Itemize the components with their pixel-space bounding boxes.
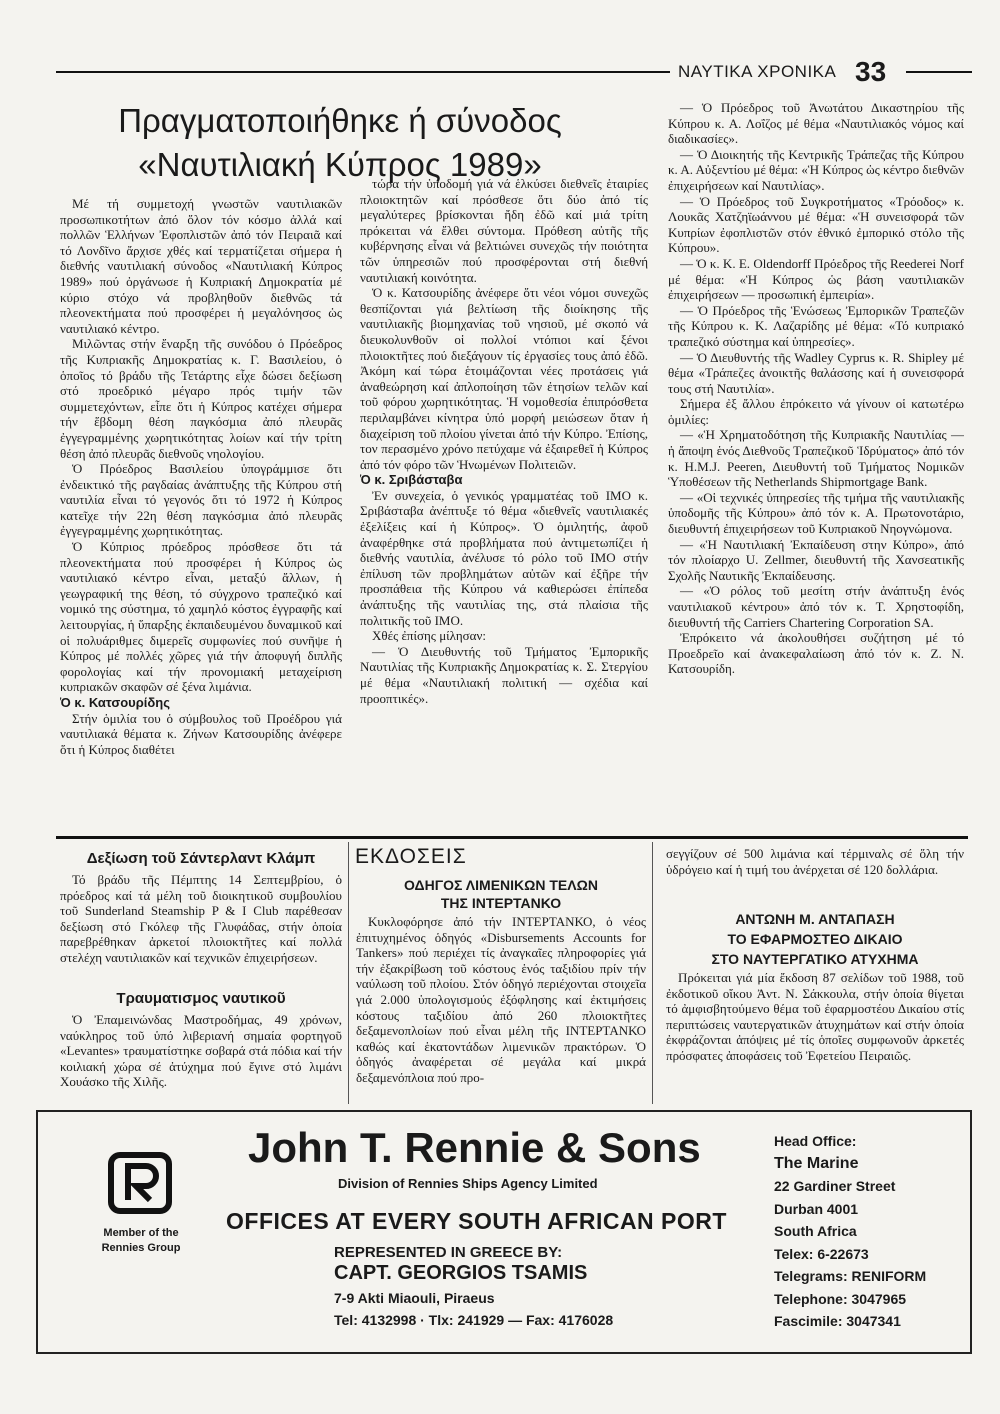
paragraph: — «Ἡ Ναυτιλιακή Ἐκπαίδευση στην Κύπρο», ἀπό τόν πλοίαρχο U. Zellmer, διευθυντή τῆς Χανσεατικῆς Σχολῆς Ναυτικῆς Ἐκπαίδευσης. bbox=[668, 536, 964, 583]
book-author: ΑΝΤΩΝΗ Μ. ΑΝΤΑΠΑΣΗ bbox=[735, 911, 895, 927]
publications-heading: ΕΚΔΟΣΕΙΣ bbox=[355, 845, 467, 868]
head-office-name: The Marine bbox=[774, 1154, 859, 1172]
paragraph: — «Ἡ Χρηματοδότηση τῆς Κυπριακῆς Ναυτιλίας — ἡ ἄποψη ἑνός Διεθνοῦς Τραπεζικοῦ Ἱδρύματος» ἀπό τόν κ. H.M.J. Peeren, Διευθυντή τοῦ Τμήματος Νομικῶν Ὑποθέσεων τῆς Netherlands Shipmortgage Bank. bbox=[668, 427, 964, 490]
header-rule-left bbox=[56, 71, 670, 73]
paragraph: Χθές ἐπίσης μίλησαν: bbox=[372, 628, 486, 644]
book-text bbox=[666, 970, 964, 1104]
subheading: Ὁ κ. Κατσουρίδης bbox=[60, 695, 170, 710]
paragraph: τώρα τήν ὑποδομή γιά νά ἑλκύσει διεθνεῖς ἑταιρίες πλοιοκτητῶν καί πρόσθεσε ὅτι δύο ἀπό τίς μεγαλύτερες βρίσκονται ἤδη ἐδῶ καί μιά τρίτη πρόκειται νά ἔλθει σύντομα. Πρόθεση αὐτῆς τῆς κυβέρνησης εἶναι νά βελτιώνει συνεχῶς τήν ποιότητα τῶν ὑπηρεσιῶν πού προσφέρονται στή διεθνή ναυτιλιακή κοινότητα. bbox=[360, 176, 648, 285]
head-office-country: South Africa bbox=[774, 1223, 857, 1239]
member-line1: Member of the bbox=[103, 1227, 179, 1239]
rennie-advertisement bbox=[36, 1110, 972, 1354]
paragraph: Πρόκειται γιά μία ἔκδοση 87 σελίδων τοῦ 1988, τοῦ ἐκδοτικοῦ οἴκου Ἀντ. Ν. Σάκκουλα, στήν ὁποία θίγεται τό ἀμφισβητούμενο θέμα τοῦ ἐφαρμοστέου Δικαίου στίς περιπτώσεις ναυτεργατικῶν ἀτυχημάτων καί στήν ὁποία ἐκφράζονται ἀπόψεις μέ τίς ὁποῖες συμφωνοῦν ἀρκετές πρόσφατες ἀποφάσεις τοῦ Ἐφετείου Πειραιῶς. bbox=[666, 970, 964, 1063]
column-divider bbox=[652, 842, 653, 1104]
agent-contacts: Tel: 4132998 · Tlx: 241929 — Fax: 4176028 bbox=[334, 1312, 614, 1328]
section-title: ΝΑΥΤΙΚΑ ΧΡΟΝΙΚΑ bbox=[678, 62, 837, 81]
paragraph: — «Ὁ ρόλος τοῦ μεσίτη στήν ἀνάπτυξη ἑνός ναυτιλιακοῦ κέντρου» ἀπό τόν κ. Τ. Χρηστοφίδη, διευθυντή τῆς Carriers Chartering Corporation SA. bbox=[668, 583, 964, 630]
injury-text bbox=[60, 1012, 342, 1106]
telex-line: Telex: 6-22673 bbox=[774, 1245, 869, 1262]
head-office-street: 22 Gardiner Street bbox=[774, 1178, 896, 1194]
paragraph: σεγγίζουν σέ 500 λιμάνια καί τέρμιναλς σέ ὅλη τήν ὑδρόγειο καί ἡ τιμή του ἀνέρχεται σέ 120 δολλάρια. bbox=[666, 846, 964, 877]
book-title-line2: ΣΤΟ ΝΑΥΤΕΡΓΑΤΙΚΟ ΑΤΥΧΗΜΑ bbox=[711, 951, 919, 967]
subheading: Ὁ κ. Σριβάσταβα bbox=[360, 472, 463, 488]
paragraph: Ὁ Πρόεδρος Βασιλείου ὑπογράμμισε ὅτι ἐνδεικτικό τῆς ραγδαίας ἀνάπτυξης τῆς Κύπρου στή ναυτιλία εἶναι τό γεγονός ὅτι τό 1972 ἡ Κύπρος κατεῖχε τήν 22η θέση παγκόσμια ἀπό πλευρᾶς ἐγγεγραμμένης χωρητικότητας. bbox=[60, 461, 342, 539]
paragraph: Ὁ κ. Κατσουρίδης ἀνέφερε ὅτι νέοι νόμοι συνεχῶς θεσπίζονται γιά βελτίωση τῆς διοίκησης τῆς ναυτιλιακῆς βιομηχανίας τοῦ νησιοῦ, μέ σκοπό νά διευκολυνθοῦν οἱ πολλοί ντόπιοι καί ξένοι πλοιοκτῆτες πού διεξάγουν τίς ἐργασίες τους ἀπό ἐδῶ. Ἀκόμη καί τώρα ἑτοιμάζονται νέες προτάσεις γιά ἀναθεώρηση καί ἀπλοποίηση τῶν ἐτησίων τελῶν καί τοῦ φόρου χωρητικότητας. Ἡ νομοθεσία ἐπιπρόσθετα περιλαμβάνει κίνητρα ὑπό μορφή μειώσεων ὅταν ἡ διαχείριση τοῦ πλοίου γίνεται ἀπό τήν Κύπρο. Ἐπίσης, τον περασμένο χρόνο πετύχαμε νά ἐξαιρεθεῖ ἡ Κύπρος ἀπό τόν φόρο τῶν Ἡνωμένων Πολιτειῶν. bbox=[360, 285, 648, 472]
member-line2: Rennies Group bbox=[101, 1242, 181, 1254]
article-column-2 bbox=[360, 176, 648, 828]
represented-line: REPRESENTED IN GREECE BY: bbox=[334, 1244, 563, 1261]
header-rule-right bbox=[906, 71, 972, 73]
paragraph: Μιλῶντας στήν ἔναρξη τῆς συνόδου ὁ Πρόεδρος τῆς Κυπριακῆς Δημοκρατίας κ. Γ. Βασιλείου, ὁ ὁποῖος τό βράδυ τῆς Τετάρτης εἶχε δώσει δεξίωση στό προεδρικό μέγαρο πρός τιμήν τῶν συμμετεχόντων, εἶπε ὅτι ἡ Κύπρος κατέχει σήμερα τήν ἕβδομη θέση παγκόσμια ἀπό πλευρᾶς ἐγγεγραμμένης χωρητικότητας λοίων καί τήν τρίτη θέση ἀπό πλευρᾶς διεθνοῦς νηολογίου. bbox=[60, 336, 342, 461]
telegrams-line: Telegrams: RENIFORM bbox=[774, 1268, 927, 1284]
page-number: 33 bbox=[855, 56, 887, 87]
paragraph: — Ὁ κ. Κ. Ε. Oldendorff Πρόεδρος τῆς Reederei Norf μέ θέμα: «Ἡ Κύπρος ὡς βάση ναυτιλιακῶν ἐπιχειρήσεων — προσωπική ἐμπειρία». bbox=[668, 255, 964, 303]
paragraph: Κυκλοφόρησε ἀπό τήν ΙΝΤΕΡΤΑΝΚΟ, ὁ νέος ἐπιτυχημένος ὁδηγός «Disbursements Accounts for Tankers» πού περιέχει τίς ἀναγκαῖες πληροφορίες γιά τήν ἐξακρίβωση τοῦ κόστους ἑνός ταξιδίου πρίν τήν ναύλωση τοῦ πλοίου. Στόν ὁδηγό περιέχονται στοιχεῖα γιά 2.000 ὑπολογισμούς ἐξόφλησης καί ἐκτιμήσεις κόστους ταξιδίου ἀπό 260 πλοιοκτῆτες δεξαμενοπλοίων πού εἶναι μέλη τῆς ΙΝΤΕΡΤΑΝΚΟ καθώς καί ἑκατοντάδων λιμενικῶν πρακτόρων. Ὁ ὁδηγός ἀναφέρεται σέ μεγάλα καί μικρά δεξαμενόπλοια πού προ- bbox=[356, 914, 646, 1085]
reception-heading: Δεξίωση τοῦ Σάντερλαντ Κλάμπ bbox=[86, 850, 316, 867]
guide-title-line2: ΤΗΣ ΙΝΤΕΡΤΑΝΚΟ bbox=[440, 895, 562, 911]
article-column-1 bbox=[60, 196, 342, 828]
article-title-line2: «Ναυτιλιακή Κύπρος 1989» bbox=[138, 146, 542, 183]
paragraph: — Ὁ Πρόεδρος τοῦ Ἀνωτάτου Δικαστηρίου τῆς Κύπρου κ. Α. Λοΐζος μέ θέμα «Ναυτιλιακός νόμος καί διαδικασίες». bbox=[668, 100, 964, 147]
paragraph: Ὁ Κύπριος πρόεδρος πρόσθεσε ὅτι τά πλεονεκτήματα πού προσφέρει ἡ Κύπρος ὡς ναυτιλιακό κέντρο εἶναι, μεταξύ ἄλλων, ἡ γεωγραφική της θέση, τό σύγχρονο τραπεζικό καί νομικό της σύστημα, τό χαμηλό κόστος ἐγγραφῆς καί λειτουργίας, ἡ ὕπαρξης ἐκπαιδευμένου δυναμικοῦ καί οἱ πολυάριθμες διμερεῖς συμφωνίες πού συνῆψε ἡ Κύπρος μέ πολλές χῶρες γιά τήν ἀποφυγή διπλῆς φορολογίας καί τήν προνομιακή μεταχείριση κυπριακῶν σκαφῶν σέ ξένα λιμάνια. bbox=[60, 539, 342, 695]
paragraph: Στήν ὁμιλία του ὁ σύμβουλος τοῦ Προέδρου γιά ναυτιλιακά θέματα κ. Ζήνων Κατσουρίδης ἀνέφερε ὅτι ἡ Κύπρος διαθέτει bbox=[60, 710, 342, 757]
company-division: Division of Rennies Ships Agency Limited bbox=[338, 1176, 598, 1191]
paragraph: Τό βράδυ τῆς Πέμπτης 14 Σεπτεμβρίου, ὁ πρόεδρος καί τά μέλη τοῦ διοικητικοῦ συμβουλίου τοῦ Sunderland Steamship P & I Club παρέθεσαν δεξίωση στό Γκόλεφ τῆς Γλυφάδας, στήν ὁποία παρεβρέθηκαν ἀρκετοί πλοιοκτῆτες καί πολλά στελέχη ναυτιλιακῶν καί τεχνικῶν ἐπιχειρήσεων. bbox=[60, 872, 342, 965]
guide-title-line1: ΟΔΗΓΟΣ ΛΙΜΕΝΙΚΩΝ ΤΕΛΩΝ bbox=[404, 877, 598, 893]
column-divider bbox=[348, 842, 349, 1104]
paragraph: Ὁ Ἐπαμεινώνδας Μαστροδήμας, 49 χρόνων, ναύκληρος τοῦ ὑπό λιβεριανή σημαία φορτηγοῦ «Levantes» τραυματίστηκε σοβαρά στά πόδια καί τήν κοιλιακή χώρα σέ ἀτύχημα πού ἔγινε στό λιμάνι Χουάσκο τῆς Χιλῆς. bbox=[60, 1012, 342, 1090]
paragraph: — Ὁ Πρόεδρος τῆς Ἑνώσεως Ἐμπορικῶν Τραπεζῶν τῆς Κύπρου κ. Κ. Λαζαρίδης μέ θέμα: «Τό κυπριακό τραπεζικό σύστημα καί ὑπηρεσίες». bbox=[668, 302, 964, 349]
agent-address: 7-9 Akti Miaouli, Piraeus bbox=[334, 1290, 495, 1306]
injury-heading: Τραυματισμος ναυτικοῦ bbox=[116, 990, 286, 1007]
paragraph: Σήμερα ἐξ ἄλλου ἐπρόκειτο νά γίνουν οἱ κατωτέρω ὁμιλίες: bbox=[668, 396, 964, 427]
head-office-block bbox=[774, 1130, 926, 1333]
paragraph: Ἐν συνεχεία, ὁ γενικός γραμματέας τοῦ IMO κ. Σριβάσταβα ἀνέπτυξε τό θέμα «διεθνεῖς ναυτιλιακές ἐξελίξεις καί ἡ Κύπρος». Ὁ ὁμιλητής, ἀφοῦ ἀναφέρθηκε στά προβλήματα πού ἀντιμετωπίζει ἡ διεθνής ναυτιλία, ἀνέλυσε τό ρόλο τοῦ IMO στήν ἐπίλυση τῶν προβλημάτων αὐτῶν καί ἐξῆρε τήν προσπάθεια τῆς Κύπρου νά καθιερώσει ἐπίπεδα ἀνάπτυξης τῆς ναυτιλίας της, στά πλαίσια τῆς πολιτικῆς τοῦ IMO. bbox=[360, 487, 648, 628]
section-divider bbox=[56, 836, 968, 839]
paragraph: Ἐπρόκειτο νά ἀκολουθήσει συζήτηση μέ τό Προεδρεῖο καί ἀνακεφαλαίωση ἀπό τόν κ. Ζ. Ν. Κατσουρίδη. bbox=[668, 630, 964, 677]
guide-continuation bbox=[666, 846, 964, 896]
article-title-line1: Πραγματοποιήθηκε ή σύνοδος bbox=[118, 102, 562, 139]
agent-name: CAPT. GEORGIOS TSAMIS bbox=[334, 1262, 588, 1284]
rennies-logo-icon bbox=[108, 1152, 172, 1214]
telephone-line: Telephone: 3047965 bbox=[774, 1290, 907, 1307]
paragraph: Μέ τή συμμετοχή γνωστῶν ναυτιλιακῶν προσωπικοτήτων ἀπό ὅλον τόν κόσμο ἀλλά καί πολλῶν Ἑλλήνων Ἐφοπλιστῶν ἀπό τόν Πειραιᾶ καί τό Λονδῖνο ἄρχισε χθές καί τερματίζεται σήμερα ἡ διεθνής ναυτιλιακή σύνοδος «Ναυτιλιακή Κύπρος 1989» πού ὀργάνωσε ἡ Κυπριακή Δημοκρατία μέ κύριο στόχο νά προβληθοῦν διεθνῶς τά πλεονεκτήματα πού προσφέρει ἡ μεγαλόνησος ὡς ναυτιλιακό κέντρο. bbox=[60, 196, 342, 336]
head-office-city: Durban 4001 bbox=[774, 1200, 859, 1217]
paragraph: — Ὁ Πρόεδρος τοῦ Συγκροτήματος «Τρόοδος» κ. Λουκᾶς Χατζηϊωάννου μέ θέμα: «Ἡ συνεισφορά τῶν Κυπρίων ἐφοπλιστῶν στόν ἐθνικό ἐμπορικό στόλο τῆς Κύπρου». bbox=[668, 193, 964, 256]
company-name: John T. Rennie & Sons bbox=[248, 1124, 701, 1171]
book-title-line1: ΤΟ ΕΦΑΡΜΟΣΤΕΟ ΔΙΚΑΙΟ bbox=[727, 931, 903, 947]
fax-line: Fascimile: 3047341 bbox=[774, 1313, 901, 1329]
reception-text bbox=[60, 872, 342, 984]
guide-text bbox=[356, 914, 646, 1106]
paragraph: — Ὁ Διευθυντής τῆς Wadley Cyprus κ. R. Shipley μέ θέμα «Τράπεζες ἀνοικτῆς θαλάσσης καί ἡ συνεισφορά τους στή Ναυτιλία». bbox=[668, 349, 964, 396]
head-office-label: Head Office: bbox=[774, 1133, 857, 1149]
member-note bbox=[86, 1226, 196, 1256]
paragraph: — Ὁ Διευθυντής τοῦ Τμήματος Ἐμπορικῆς Ναυτιλίας τῆς Κυπριακῆς Δημοκρατίας κ. Σ. Στεργίου μέ θέμα «Ναυτιλιακή πολιτική — σχέδια καί προοπτικές». bbox=[360, 643, 648, 706]
article-column-3 bbox=[668, 100, 964, 828]
paragraph: — Ὁ Διοικητής τῆς Κεντρικῆς Τράπεζας τῆς Κύπρου κ. Α. Αὐξεντίου μέ θέμα: «Ἡ Κύπρος ὡς κέντρο διεθνῶν ἐπιχειρήσεων καί Ναυτιλίας». bbox=[668, 146, 964, 193]
offices-line: OFFICES AT EVERY SOUTH AFRICAN PORT bbox=[226, 1208, 727, 1234]
paragraph: — «Οἱ τεχνικές ὑπηρεσίες τῆς τμήμα τῆς ναυτιλιακῆς ὑποδομῆς τῆς Κύπρου» ἀπό τόν κ. Α. Πρωτονοτάριο, διευθυντή ἐπιχειρήσεων τοῦ Κυπριακοῦ Νηογνώμονα. bbox=[668, 489, 964, 537]
